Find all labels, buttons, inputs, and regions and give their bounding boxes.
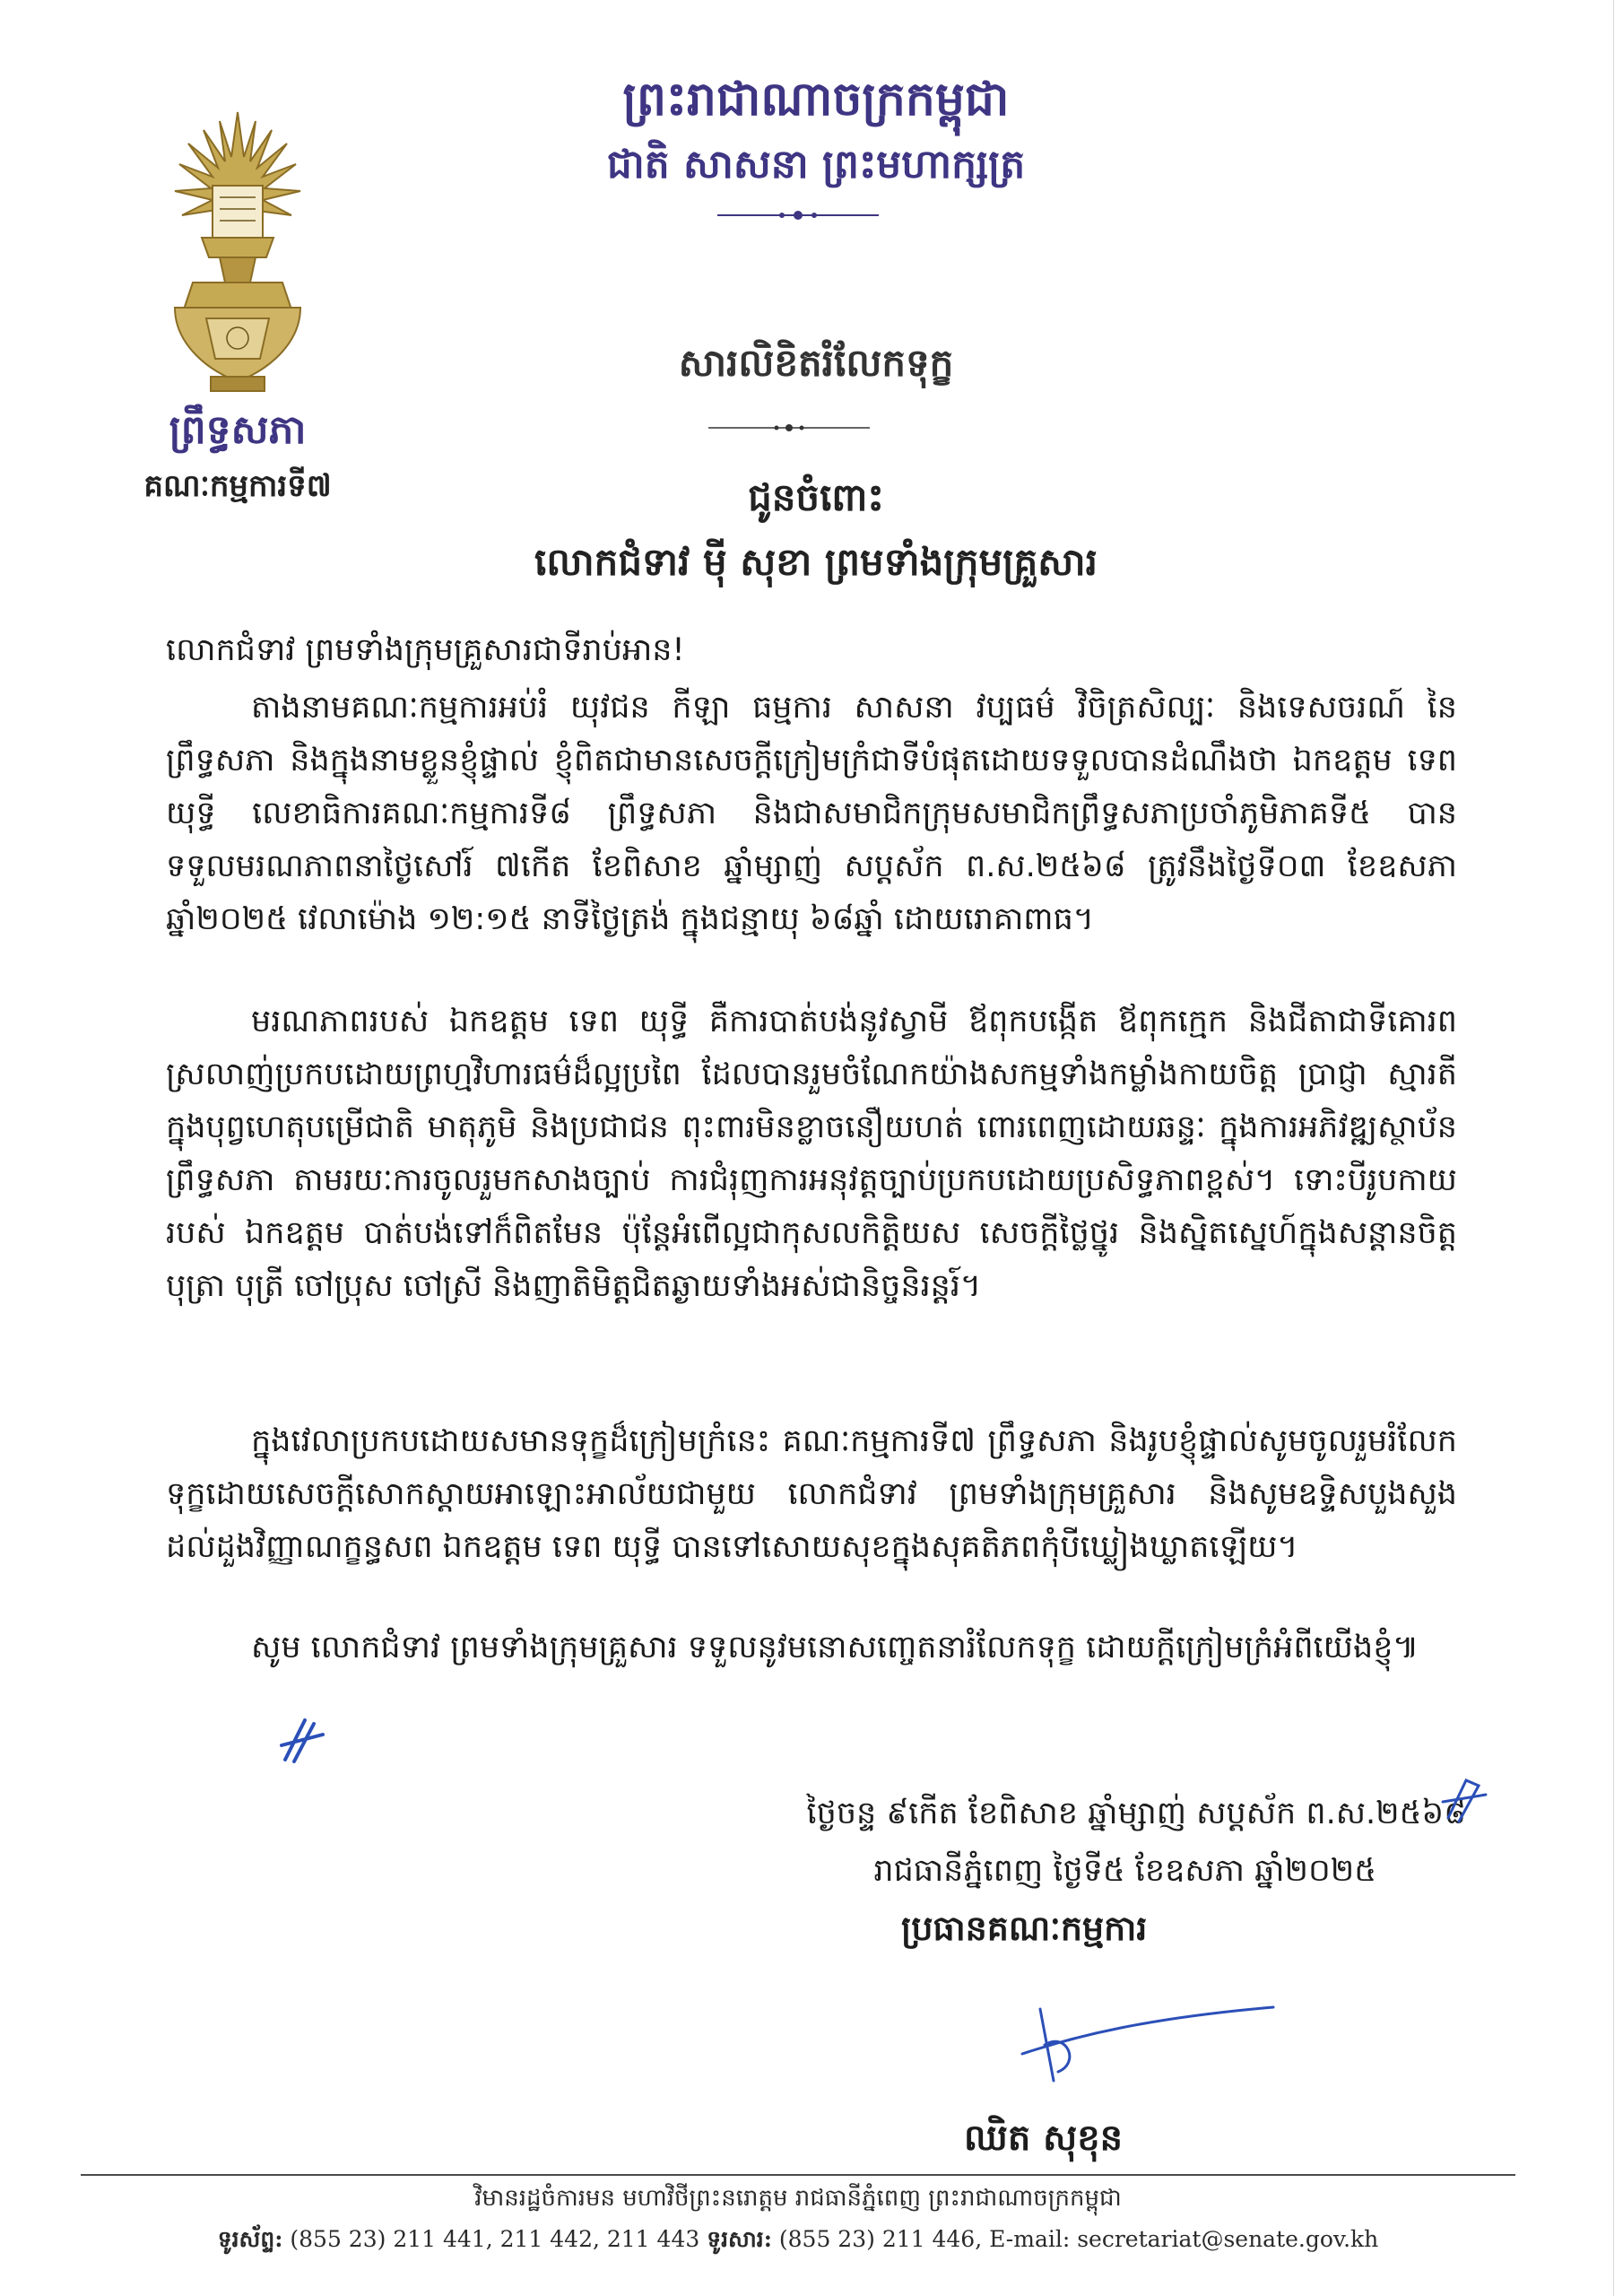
body-paragraph-2: មរណភាពរបស់ ឯកឧត្តម ទេព យុទ្ធី គឺការបាត់បង់នូវស្វាមី ឪពុកបង្កើត ឪពុកក្មេក និងជីតាជាទីគោរពស្រលាញ់ប្រកបដោយព្រហ្មវិហារធម៌ដ៏ល្អប្រពៃ ដែលបានរួមចំណែកយ៉ាងសកម្មទាំងកម្លាំងកាយចិត្ត ប្រាជ្ញា ស្មារតី ក្នុងបុព្វហេតុបម្រើជាតិ មាតុភូមិ និងប្រជាជន ពុះពារមិនខ្លាចនឿយហត់ ពោរពេញដោយឆន្ទៈ ក្នុងការអភិវឌ្ឍស្ថាប័នព្រឹទ្ធសភា តាមរយៈការចូលរួមកសាងច្បាប់ ការជំរុញការអនុវត្តច្បាប់ប្រកបដោយប្រសិទ្ធភាពខ្ពស់។ ទោះបីរូបកាយរបស់ ឯកឧត្តម បាត់បង់ទៅក៏ពិតមែន ប៉ុន្តែអំពើល្អជាកុសលកិត្តិយស សេចក្តីថ្លៃថ្នូរ និងស្និតស្នេហ៍ក្នុងសន្តានចិត្តបុត្រា បុត្រី ចៅប្រុស ចៅស្រី និងញាតិមិត្តជិតឆ្ងាយទាំងអស់ជានិច្ចនិរន្តរ៍។ xyxy=(166,1004,1457,1304)
lunar-date: ថ្ងៃចន្ទ ៩កើត ខែពិសាខ ឆ្នាំម្សាញ់ សប្តស័ក ព.ស.២៥៦៨ xyxy=(806,1796,1466,1831)
signer-title: ប្រធានគណៈកម្មការ xyxy=(901,1908,1148,1948)
body-paragraph-1: តាងនាមគណៈកម្មការអប់រំ យុវជន កីឡា ធម្មការ សាសនា វប្បធម៌ វិចិត្រសិល្បៈ និងទេសចរណ៍ នៃព្រឹទ្ធសភា និងក្នុងនាមខ្លួនខ្ញុំផ្ទាល់ ខ្ញុំពិតជាមានសេចក្តីក្រៀមក្រំជាទីបំផុតដោយទទួលបានដំណឹងថា ឯកឧត្តម ទេព យុទ្ធី លេខាធិការគណៈកម្មការទី៨ ព្រឹទ្ធសភា និងជាសមាជិកក្រុមសមាជិកព្រឹទ្ធសភាប្រចាំភូមិភាគទី៥ បានទទួលមរណភាពនាថ្ងៃសៅរ៍ ៧កើត ខែពិសាខ ឆ្នាំម្សាញ់ សប្តស័ក ព.ស.២៥៦៨ ត្រូវនឹងថ្ងៃទី០៣ ខែឧសភា ឆ្នាំ២០២៥ វេលាម៉ោង ១២:១៥ នាទីថ្ងៃត្រង់ ក្នុងជន្មាយុ ៦៨ឆ្នាំ ដោយរោគាពាធ។ xyxy=(166,690,1457,937)
commission-name: គណៈកម្មការទី៧ xyxy=(143,468,332,504)
solar-date: រាជធានីភ្នំពេញ ថ្ងៃទី៥ ខែឧសភា ឆ្នាំ២០២៥ xyxy=(873,1853,1376,1889)
signer-name: ឈិត សុខុន xyxy=(964,2117,1124,2159)
document-title: សារលិខិតរំលែកទុក្ខ xyxy=(678,341,954,385)
initials-mark-icon xyxy=(278,1713,332,1767)
footer-divider xyxy=(81,2174,1515,2176)
body-paragraph-3: ក្នុងវេលាប្រកបដោយសមានទុក្ខដ៏ក្រៀមក្រំនេះ គណៈកម្មការទី៧ ព្រឹទ្ធសភា និងរូបខ្ញុំផ្ទាល់សូមចូលរួមរំលែកទុក្ខដោយសេចក្តីសោកស្តាយអាឡោះអាល័យជាមួយ លោកជំទាវ ព្រមទាំងក្រុមគ្រួសារ និងសូមឧទ្ទិសបួងសួងដល់ដួងវិញ្ញាណក្ខន្ធសព ឯកឧត្តម ទេព យុទ្ធី បានទៅសោយសុខក្នុងសុគតិភពកុំបីឃ្លៀងឃ្លាតឡើយ។ xyxy=(166,1423,1457,1565)
kingdom-title: ព្រះរាជាណាចក្រកម្ពុជា xyxy=(622,72,1010,126)
signature-icon xyxy=(1004,1982,1282,2090)
motto-ornament-icon xyxy=(717,208,879,222)
institution-name: ព្រឹទ្ធសភា xyxy=(169,407,307,453)
page-edge xyxy=(1613,0,1614,2296)
title-ornament-icon xyxy=(708,422,870,434)
fax-email: (855 23) 211 446, E-mail: secretariat@senate.gov.kh xyxy=(778,2226,1379,2252)
footer-contact xyxy=(81,2226,1515,2258)
date-initials-icon xyxy=(1439,1771,1493,1825)
salutation: លោកជំទាវ ព្រមទាំងក្រុមគ្រួសារជាទីរាប់អាន! xyxy=(166,632,685,668)
addressee-label: ជូនចំពោះ xyxy=(748,475,884,519)
footer-address: វិមានរដ្ឋចំការមន មហាវិថីព្រះនរោត្តម រាជធានីភ្នំពេញ ព្រះរាជាណាចក្រកម្ពុជា xyxy=(474,2185,1122,2212)
phone-label: ទូរស័ព្ទ: xyxy=(217,2226,283,2252)
national-motto: ជាតិ សាសនា ព្រះមហាក្សត្រ xyxy=(606,142,1026,187)
body-paragraph-4: សូម លោកជំទាវ ព្រមទាំងក្រុមគ្រួសារ ទទួលនូវមនោសញ្ចេតនារំលែកទុក្ខ ដោយក្តីក្រៀមក្រំអំពីយើងខ្ញុំ៕ xyxy=(251,1630,1419,1665)
recipient-name: លោកជំទាវ ម៉ី សុខា ព្រមទាំងក្រុមគ្រួសារ xyxy=(534,540,1098,584)
phone-numbers: (855 23) 211 441, 211 442, 211 443 xyxy=(290,2226,700,2252)
senate-emblem-icon xyxy=(157,103,318,399)
fax-label: ទូរសារ: xyxy=(707,2226,772,2252)
